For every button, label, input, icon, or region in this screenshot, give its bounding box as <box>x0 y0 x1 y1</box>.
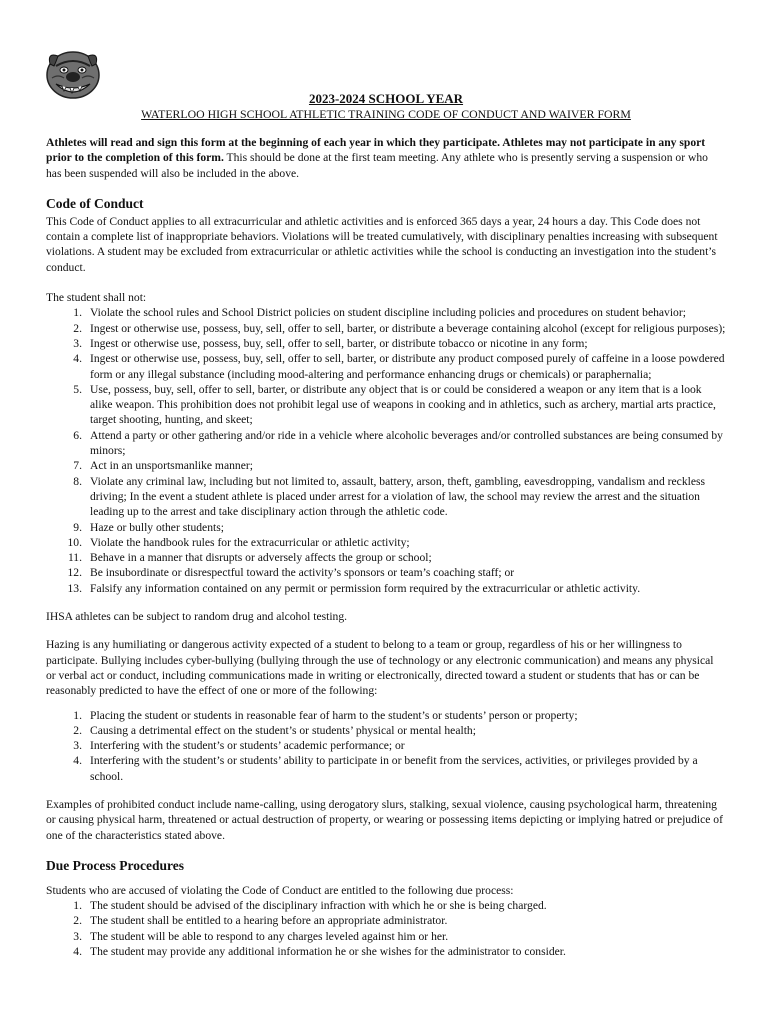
list-item <box>46 382 726 428</box>
list-item <box>46 913 726 928</box>
list-item-text: The student will be able to respond to any charges leveled against him or her. <box>90 929 449 943</box>
list-item-number: 4. <box>73 945 82 959</box>
code-of-conduct-paragraph: This Code of Conduct applies to all extracurricular and athletic activities and is enforced 365 days a year, 24 hours a day. This Code does not contain a complete list of inappropriate behaviors. Violations will be treated cumulatively, with disciplinary penalties increasing with subsequent violations. A student may be excluded from extracurricular or athletic activities while the school is conducting an investigation into the student’s conduct. <box>46 214 718 274</box>
list-item <box>46 321 726 336</box>
list-item-text: Interfering with the student’s or students’ academic performance; or <box>90 739 405 753</box>
list-item-number: 4. <box>73 754 82 768</box>
list-item-text: The student shall be entitled to a hearing before an appropriate administrator. <box>90 914 448 928</box>
list-item <box>46 428 726 459</box>
intro-paragraph <box>46 135 726 181</box>
list-item <box>46 944 726 959</box>
list-item-text: Violate the handbook rules for the extracurricular or athletic activity; <box>90 535 410 549</box>
list-item-text: Haze or bully other students; <box>90 520 224 534</box>
list-item-text: Ingest or otherwise use, possess, buy, sell, offer to sell, barter, or distribute tobacco or nicotine in any form; <box>90 336 588 350</box>
hazing-paragraph: Hazing is any humiliating or dangerous activity expected of a student to belong to a team or group, regardless of his or her willingness to participate. Bullying includes cyber-bullying (bullying through the use of technology or any electronic communication) and means any physical or verbal act or conduct, including communications made in writing or electronically, directed toward a student or students that has or can be reasonably predicted to have the effect of one or more of the following: <box>46 638 714 698</box>
list-item-text: Violate the school rules and School District policies on student discipline including policies and procedures on student behavior; <box>90 306 686 320</box>
document-body <box>46 90 726 959</box>
list-item-number: 4. <box>73 352 82 366</box>
list-item <box>46 535 726 550</box>
due-process-lead: Students who are accused of violating the Code of Conduct are entitled to the following due process: <box>46 883 514 897</box>
list-item-number: 7. <box>73 459 82 473</box>
list-item-text: Placing the student or students in reasonable fear of harm to the student’s or students’ person or property; <box>90 708 578 722</box>
list-item-number: 5. <box>73 382 82 396</box>
list-item <box>46 305 726 320</box>
list-item-text: Attend a party or other gathering and/or ride in a vehicle where alcoholic beverages and/or controlled substances are being consumed by minors; <box>90 428 723 458</box>
list-item-text: Interfering with the student’s or students’ ability to participate in or benefit from the services, activities, or privileges provided by a school. <box>90 754 698 783</box>
list-item-text: Be insubordinate or disrespectful toward the activity’s sponsors or team’s coaching staff; or <box>90 566 515 580</box>
list-item-text: Causing a detrimental effect on the student’s or students’ physical or mental health; <box>90 723 476 737</box>
due-process-list <box>46 898 726 959</box>
list-item-text: The student should be advised of the disciplinary infraction with which he or she is being charged. <box>90 899 547 913</box>
list-item <box>46 336 726 351</box>
list-item <box>46 550 726 565</box>
code-of-conduct-heading: Code of Conduct <box>46 195 144 211</box>
list-item <box>46 929 726 944</box>
list-item-number: 8. <box>73 474 82 488</box>
list-item-number: 9. <box>73 520 82 534</box>
list-item-number: 10. <box>67 535 82 549</box>
list-item <box>46 753 726 784</box>
list-item-number: 1. <box>73 306 82 320</box>
due-process-heading: Due Process Procedures <box>46 857 184 873</box>
list-item-number: 2. <box>73 723 82 737</box>
list-item-text: Ingest or otherwise use, possess, buy, sell, offer to sell, barter, or distribute a beverage containing alcohol (except for religious purposes); <box>90 321 726 335</box>
list-item <box>46 565 726 580</box>
list-item <box>46 458 726 473</box>
list-item-text: Ingest or otherwise use, possess, buy, sell, offer to sell, barter, or distribute any product composed purely of caffeine in a loose powdered form or any illegal substance (including mood-altering and performance enhancing drugs or chemicals) or paraphernalia; <box>90 352 725 381</box>
list-item <box>46 898 726 913</box>
list-item-number: 12. <box>67 566 82 580</box>
list-item <box>46 351 726 382</box>
list-item-text: Behave in a manner that disrupts or adversely affects the group or school; <box>90 551 432 565</box>
list-item <box>46 723 726 738</box>
list-item-number: 3. <box>73 929 82 943</box>
document-subtitle: WATERLOO HIGH SCHOOL ATHLETIC TRAINING CODE OF CONDUCT AND WAIVER FORM <box>141 107 631 121</box>
list-item-number: 11. <box>67 551 82 565</box>
intro-text: This should be done at the first team meeting. Any athlete who is presently serving a suspension or who has been suspended will also be included in the above. <box>46 151 708 180</box>
list-item <box>46 581 726 596</box>
prohibited-examples-paragraph: Examples of prohibited conduct include name-calling, using derogatory slurs, stalking, sexual violence, causing psychological harm, threatening or causing physical harm, threatened or actual destruction of property, or wearing or possessing items depicting or implying hatred or prejudice of one of the characteristics stated above. <box>46 797 723 842</box>
list-item-text: The student may provide any additional information he or she wishes for the administrator to consider. <box>90 945 566 959</box>
hazing-effects-list <box>46 708 726 784</box>
list-item-number: 13. <box>67 581 82 595</box>
list-item <box>46 708 726 723</box>
intro-bold-text: Athletes will read and sign this form at the beginning of each year in which they participate. Athletes may not participate in any sport prior to the completion of this form. <box>46 136 706 165</box>
student-shall-not-lead: The student shall not: <box>46 291 147 305</box>
document-title: 2023-2024 SCHOOL YEAR <box>308 91 464 106</box>
list-item <box>46 520 726 535</box>
code-violations-list <box>46 305 726 596</box>
list-item-text: Violate any criminal law, including but not limited to, assault, battery, arson, theft, gambling, eavesdropping, vandalism and reckless driving; In the event a student athlete is placed under arrest for a violation of law, the school may review the arrest and the situation leading up to the arrest and take disciplinary action through the athletic code. <box>90 474 706 519</box>
list-item-text: Use, possess, buy, sell, offer to sell, barter, or distribute any object that is or could be considered a weapon or any item that is a look alike weapon. This prohibition does not prohibit legal use of weapons in cooking and in athletics, such as archery, martial arts practice, target shooting, hunting, and skeet; <box>90 382 716 427</box>
list-item-number: 3. <box>73 336 82 350</box>
list-item-text: Act in an unsportsmanlike manner; <box>90 459 253 473</box>
list-item-text: Falsify any information contained on any permit or permission form required by the extracurricular or athletic activity. <box>90 581 641 595</box>
list-item <box>46 474 726 520</box>
list-item-number: 1. <box>73 899 82 913</box>
list-item-number: 2. <box>73 914 82 928</box>
list-item-number: 1. <box>73 708 82 722</box>
list-item-number: 6. <box>73 428 82 442</box>
ihsa-note: IHSA athletes can be subject to random drug and alcohol testing. <box>46 610 348 624</box>
list-item-number: 3. <box>73 739 82 753</box>
list-item <box>46 738 726 753</box>
list-item-number: 2. <box>73 321 82 335</box>
